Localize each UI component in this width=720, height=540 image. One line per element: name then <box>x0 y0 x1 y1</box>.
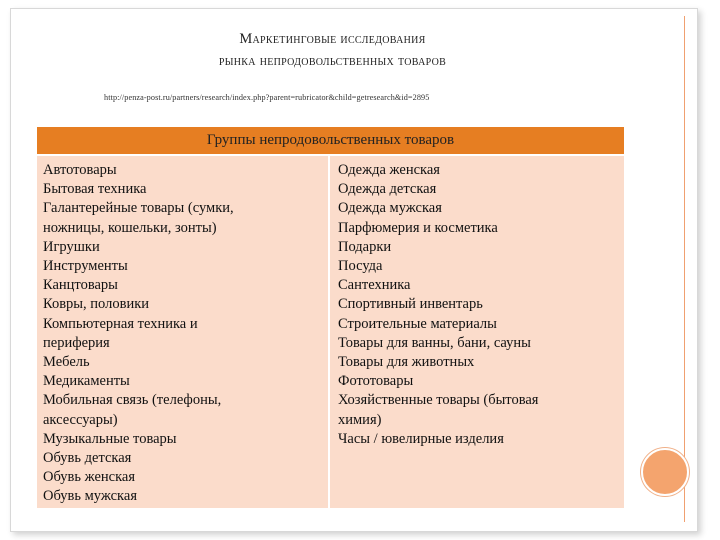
list-item: Хозяйственные товары (бытовая <box>338 392 539 409</box>
list-item: Обувь женская <box>43 469 136 486</box>
list-item: Ковры, половики <box>43 296 150 313</box>
list-item: Инструменты <box>43 258 128 275</box>
slide-title-line-1: Маркетинговые исследования <box>239 31 426 47</box>
list-item: Посуда <box>338 258 383 275</box>
list-item: Медикаменты <box>43 373 130 390</box>
list-item: ножницы, кошельки, зонты) <box>43 219 217 236</box>
list-item: Обувь мужская <box>43 488 137 505</box>
list-item: Музыкальные товары <box>43 430 177 447</box>
slide-title-line-2: рынка непродовольственных товаров <box>218 53 447 69</box>
list-item: Обувь детская <box>43 450 132 467</box>
product-groups-table <box>37 127 624 508</box>
list-item: Товары для ванны, бани, сауны <box>338 334 531 351</box>
table-body <box>37 156 624 508</box>
list-item: Строительные материалы <box>338 315 497 332</box>
list-item: Фототовары <box>338 373 414 390</box>
list-item: Сантехника <box>338 277 411 294</box>
list-item: Канцтовары <box>43 277 118 294</box>
list-item: Подарки <box>338 238 392 255</box>
list-item: Игрушки <box>43 238 100 255</box>
list-item: Парфюмерия и косметика <box>338 219 498 236</box>
list-item: Одежда мужская <box>338 200 442 217</box>
list-item: химия) <box>338 411 382 428</box>
list-item: аксессуары) <box>43 411 118 428</box>
slide-side-accent-line <box>684 16 685 522</box>
list-item: Галантерейные товары (сумки, <box>43 200 234 217</box>
source-link[interactable]: http://penza-post.ru/partners/research/index.php?parent=rubricator&child=getresearch&id=2895 <box>104 93 430 102</box>
list-item: Одежда детская <box>338 181 437 198</box>
list-item: Компьютерная техника и <box>43 315 198 332</box>
list-item: Автотовары <box>43 162 117 178</box>
list-item: Одежда женская <box>338 162 440 178</box>
list-item: периферия <box>43 334 110 351</box>
list-item: Товары для животных <box>338 354 475 371</box>
right-column <box>330 156 624 508</box>
slide-accent-circle <box>641 448 689 496</box>
list-item: Бытовая техника <box>43 181 147 198</box>
list-item: Мебель <box>43 354 90 371</box>
list-item: Спортивный инвентарь <box>338 296 483 313</box>
list-item: Часы / ювелирные изделия <box>338 430 504 447</box>
left-column <box>37 156 330 508</box>
table-header: Группы непродовольственных товаров <box>37 127 624 156</box>
list-item: Мобильная связь (телефоны, <box>43 392 222 409</box>
